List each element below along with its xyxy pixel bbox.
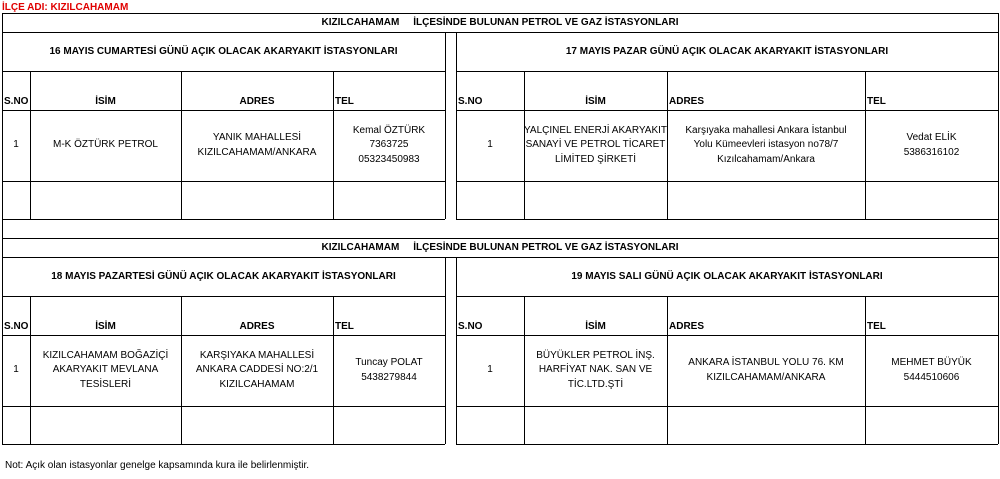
cell-line: Yolu Kümeevleri istasyon no78/7	[693, 139, 839, 151]
cell-line: 05323450983	[358, 153, 420, 165]
left-day-heading: 18 MAYIS PAZARTESİ GÜNÜ AÇIK OLACAK AKARYAKIT İSTASYONLARI	[51, 271, 396, 282]
table-cell-tel	[333, 335, 445, 406]
cell-line: SANAYİ VE PETROL TİCARET	[525, 139, 666, 151]
grid-line	[998, 13, 999, 219]
cell-line: M-K ÖZTÜRK PETROL	[52, 139, 158, 151]
grid-line	[445, 257, 446, 444]
cell-content	[198, 131, 317, 160]
grid-line	[456, 219, 998, 220]
table-cell-tel	[333, 110, 445, 181]
cell-content	[196, 349, 318, 393]
cell-content	[536, 349, 655, 393]
cell-line: 5444510606	[903, 371, 960, 383]
cell-line: 7363725	[369, 139, 409, 151]
left-name-header: İSİM	[95, 96, 116, 107]
grid-line	[456, 444, 998, 445]
cell-content: 1	[487, 364, 493, 376]
table-cell-address	[181, 110, 333, 181]
right-name-header: İSİM	[585, 96, 606, 107]
grid-line	[998, 238, 999, 444]
cell-line: KIZILCAHAMAM BOĞAZİÇİ	[42, 349, 169, 361]
left-address-header: ADRES	[239, 321, 275, 332]
grid-line	[2, 444, 445, 445]
grid-line	[456, 296, 998, 297]
grid-line	[2, 71, 445, 72]
section-title-rest: İLÇESİNDE BULUNAN PETROL VE GAZ İSTASYONLARI	[413, 242, 679, 253]
left-address-header: ADRES	[239, 96, 275, 107]
cell-line: TESİSLERİ	[79, 378, 132, 390]
section-title-place: KIZILCAHAMAM	[321, 242, 400, 253]
cell-content	[353, 124, 425, 168]
cell-line: TİC.LTD.ŞTİ	[567, 378, 624, 390]
table-cell-sno	[2, 335, 30, 406]
cell-line: KIZILCAHAMAM	[219, 378, 295, 390]
cell-line: HARFİYAT NAK. SAN VE	[538, 364, 653, 376]
cell-content	[904, 131, 960, 160]
grid-line	[456, 181, 998, 182]
cell-line: YANIK MAHALLESİ	[212, 132, 302, 143]
left-sno-header: S.NO	[4, 321, 29, 332]
left-sno-header: S.NO	[4, 96, 29, 107]
table-cell-tel	[865, 110, 998, 181]
table-cell-name	[30, 335, 181, 406]
grid-line	[445, 32, 446, 219]
cell-content	[685, 124, 846, 168]
table-cell-name	[30, 110, 181, 181]
right-sno-header: S.NO	[458, 321, 483, 332]
left-day-heading: 16 MAYIS CUMARTESİ GÜNÜ AÇIK OLACAK AKARYAKIT İSTASYONLARI	[49, 46, 398, 57]
district-label: İLÇE ADI: KIZILCAHAMAM	[2, 2, 129, 13]
cell-line: Kemal ÖZTÜRK	[352, 124, 426, 136]
cell-content	[53, 138, 158, 153]
right-tel-header: TEL	[867, 96, 886, 107]
grid-line	[2, 181, 445, 182]
cell-content: 1	[13, 364, 19, 376]
right-name-header: İSİM	[585, 321, 606, 332]
right-day-heading: 19 MAYIS SALI GÜNÜ AÇIK OLACAK AKARYAKIT İSTASYONLARI	[571, 271, 883, 282]
left-name-header: İSİM	[95, 321, 116, 332]
cell-content	[524, 124, 667, 168]
cell-content: 1	[487, 139, 493, 151]
cell-line: KARŞIYAKA MAHALLESİ	[199, 349, 315, 361]
cell-line: AKARYAKIT MEVLANA	[52, 364, 159, 376]
section-title	[2, 13, 998, 32]
cell-line: ANKARA İSTANBUL YOLU 76. KM	[688, 357, 844, 368]
section-title-place: KIZILCAHAMAM	[321, 17, 400, 28]
cell-line: Kızılcahamam/Ankara	[717, 153, 815, 165]
grid-line	[456, 406, 998, 407]
footer-note: Not: Açık olan istasyonlar genelge kapsamında kura ile belirlenmiştir.	[5, 460, 310, 471]
cell-content	[688, 356, 843, 385]
cell-line: ANKARA CADDESİ NO:2/1	[195, 364, 319, 376]
left-tel-header: TEL	[335, 321, 354, 332]
right-tel-header: TEL	[867, 321, 886, 332]
table-cell-name	[524, 110, 667, 181]
right-address-header: ADRES	[669, 96, 705, 107]
table-cell-address	[181, 335, 333, 406]
cell-line: MEHMET BÜYÜK	[891, 357, 972, 368]
grid-line	[2, 219, 445, 220]
section-title	[2, 238, 998, 257]
cell-content	[43, 349, 169, 393]
table-cell-tel	[865, 335, 998, 406]
right-address-header: ADRES	[669, 321, 705, 332]
grid-line	[998, 219, 999, 238]
grid-line	[2, 296, 445, 297]
cell-content: 1	[13, 139, 19, 151]
table-cell-address	[667, 110, 865, 181]
grid-line	[2, 219, 3, 238]
table-cell-sno	[456, 335, 524, 406]
cell-content	[891, 356, 971, 385]
cell-line: 5386316102	[903, 146, 960, 158]
cell-line: LİMİTED ŞİRKETİ	[554, 153, 637, 165]
grid-line	[2, 406, 445, 407]
cell-line: YALÇINEL ENERJİ AKARYAKIT	[524, 124, 668, 136]
right-sno-header: S.NO	[458, 96, 483, 107]
cell-line: 5438279844	[361, 371, 417, 383]
table-cell-name	[524, 335, 667, 406]
cell-content	[355, 356, 422, 385]
cell-line: Vedat ELİK	[906, 132, 957, 143]
left-tel-header: TEL	[335, 96, 354, 107]
table-cell-sno	[456, 110, 524, 181]
cell-line: KIZILCAHAMAM/ANKARA	[197, 146, 317, 158]
grid-line	[456, 71, 998, 72]
cell-line: Tuncay POLAT	[355, 357, 423, 368]
right-day-heading: 17 MAYIS PAZAR GÜNÜ AÇIK OLACAK AKARYAKIT İSTASYONLARI	[565, 46, 889, 57]
table-cell-address	[667, 335, 865, 406]
cell-line: BÜYÜKLER PETROL İNŞ.	[536, 349, 655, 361]
section-title-rest: İLÇESİNDE BULUNAN PETROL VE GAZ İSTASYONLARI	[413, 17, 679, 28]
table-cell-sno	[2, 110, 30, 181]
cell-line: KIZILCAHAMAM/ANKARA	[706, 371, 826, 383]
cell-line: Karşıyaka mahallesi Ankara İstanbul	[685, 124, 847, 136]
